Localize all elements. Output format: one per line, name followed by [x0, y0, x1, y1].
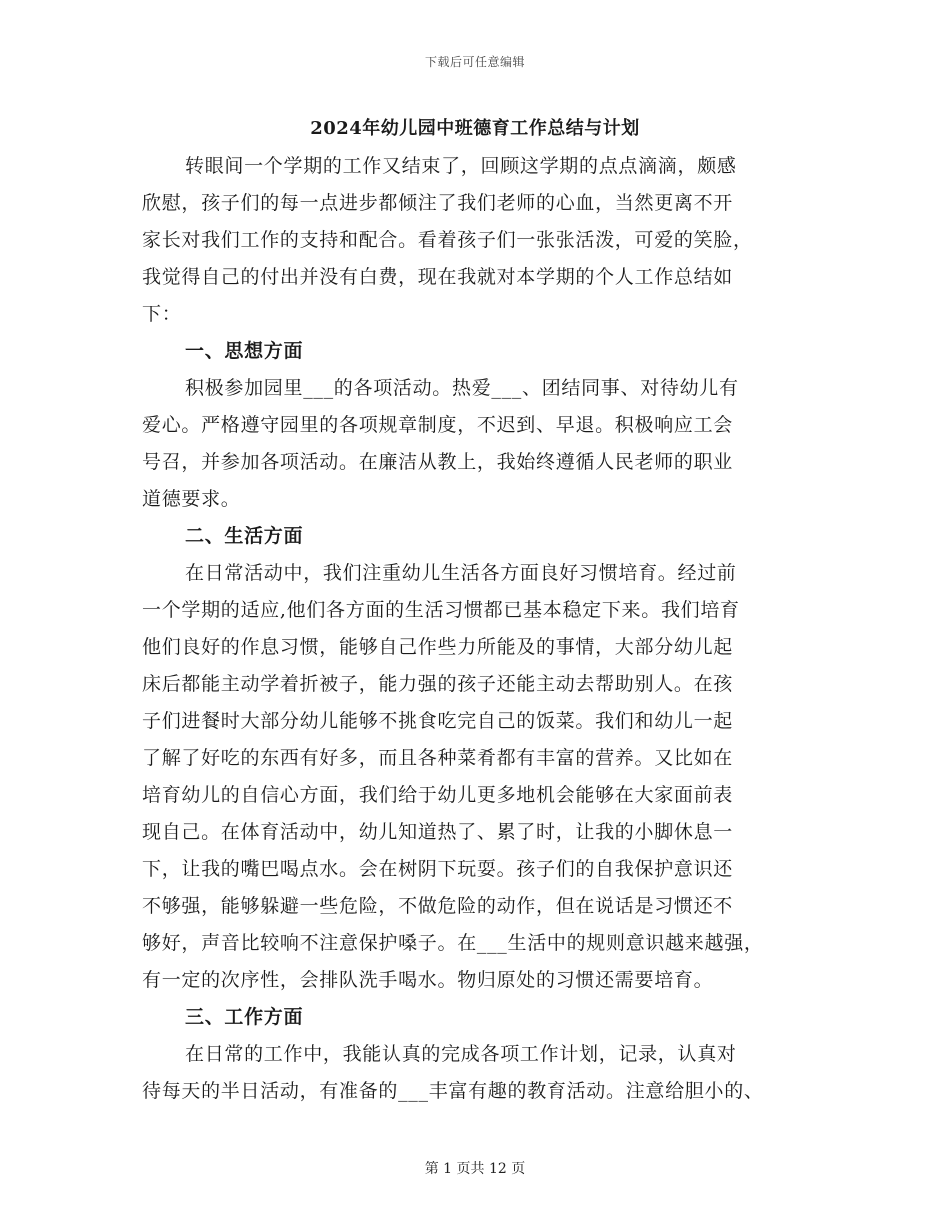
- paragraph-line: 现自己。在体育活动中，幼儿知道热了、累了时，让我的小脚休息一: [142, 821, 734, 843]
- paragraph-line: 转眼间一个学期的工作又结束了，回顾这学期的点点滴滴，颇感: [185, 155, 737, 177]
- section-heading-life: 二、生活方面: [185, 525, 304, 547]
- paragraph-line: 在日常活动中，我们注重幼儿生活各方面良好习惯培育。经过前: [185, 562, 737, 584]
- section-heading-thought: 一、思想方面: [185, 340, 304, 362]
- paragraph-line: 不够强，能够躲避一些危险，不做危险的动作，但在说话是习惯还不: [142, 895, 734, 917]
- header-note: 下载后可任意编辑: [424, 55, 525, 69]
- paragraph-line: 一个学期的适应,他们各方面的生活习惯都已基本稳定下来。我们培育: [142, 599, 740, 621]
- paragraph-line: 够好，声音比较响不注意保护嗓子。在___生活中的规则意识越来越强，: [142, 932, 764, 954]
- paragraph-line: 爱心。严格遵守园里的各项规章制度，不迟到、早退。积极响应工会: [142, 414, 734, 436]
- document-body: [142, 148, 807, 1110]
- paragraph-line: 号召，并参加各项活动。在廉洁从教上，我始终遵循人民老师的职业: [142, 451, 734, 473]
- section-heading-work: 三、工作方面: [185, 1006, 304, 1028]
- paragraph-line: 子们进餐时大部分幼儿能够不挑食吃完自己的饭菜。我们和幼儿一起: [142, 710, 734, 732]
- paragraph-line: 下，让我的嘴巴喝点水。会在树阴下玩耍。孩子们的自我保护意识还: [142, 858, 734, 880]
- paragraph-line: 我觉得自己的付出并没有白费，现在我就对本学期的个人工作总结如: [142, 266, 734, 288]
- paragraph-line: 床后都能主动学着折被子，能力强的孩子还能主动去帮助别人。在孩: [142, 673, 734, 695]
- paragraph-line: 待每天的半日活动，有准备的___丰富有趣的教育活动。注意给胆小的、: [142, 1080, 764, 1102]
- paragraph-line: 欣慰，孩子们的每一点进步都倾注了我们老师的心血，当然更离不开: [142, 192, 734, 214]
- paragraph-line: 家长对我们工作的支持和配合。看着孩子们一张张活泼，可爱的笑脸，: [142, 229, 753, 251]
- paragraph-line: 培育幼儿的自信心方面，我们给于幼儿更多地机会能够在大家面前表: [142, 784, 734, 806]
- paragraph-line: 积极参加园里___的各项活动。热爱___、团结同事、对待幼儿有: [185, 377, 739, 399]
- paragraph-line: 了解了好吃的东西有好多，而且各种菜肴都有丰富的营养。又比如在: [142, 747, 734, 769]
- paragraph-line: 在日常的工作中，我能认真的完成各项工作计划，记录，认真对: [185, 1043, 737, 1065]
- document-title: 2024年幼儿园中班德育工作总结与计划: [310, 118, 640, 139]
- paragraph-line: 他们良好的作息习惯，能够自己作些力所能及的事情，大部分幼儿起: [142, 636, 734, 658]
- paragraph-line: 有一定的次序性，会排队洗手喝水。物归原处的习惯还需要培育。: [142, 969, 714, 991]
- paragraph-line: 下：: [142, 303, 182, 325]
- paragraph-line: 道德要求。: [142, 488, 241, 510]
- page-footer: 第 1 页共 12 页: [424, 1161, 526, 1177]
